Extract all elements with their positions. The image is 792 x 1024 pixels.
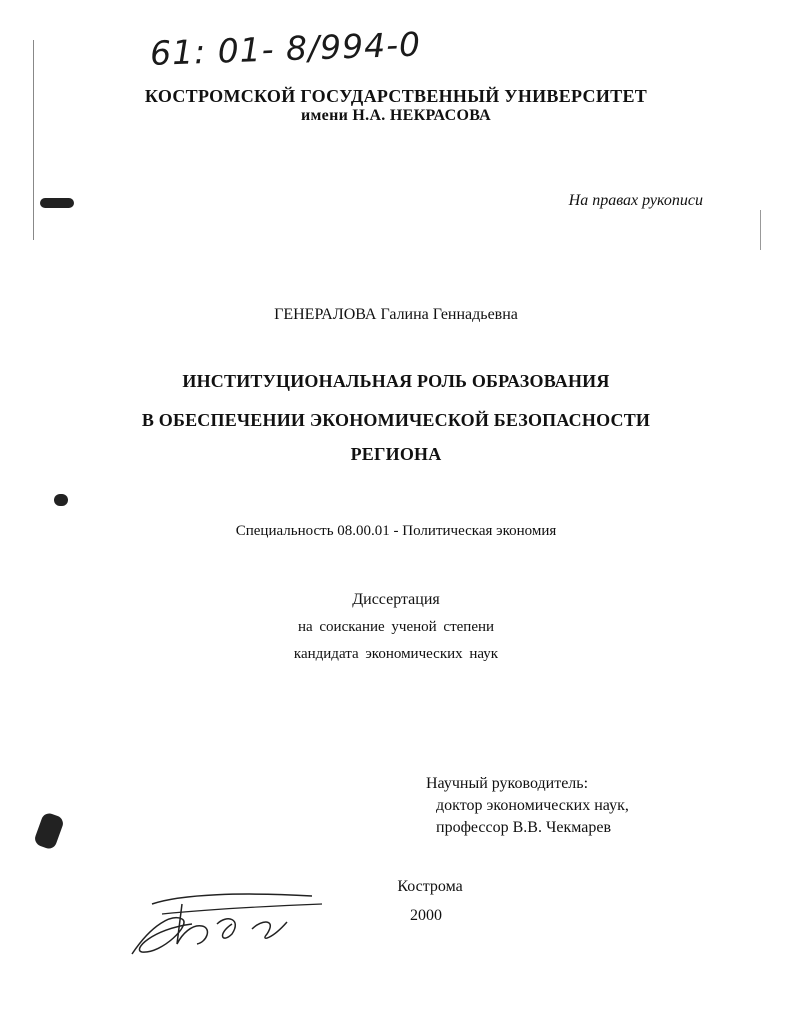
supervisor-degree: доктор экономических наук,	[436, 797, 629, 814]
dissertation-degree-line-2: кандидата экономических наук	[293, 646, 499, 662]
year: 2000	[410, 907, 442, 924]
thesis-title-line-2: В ОБЕСПЕЧЕНИИ ЭКОНОМИЧЕСКОЙ БЕЗОПАСНОСТИ	[141, 410, 651, 430]
university-named-after: имени Н.А. НЕКРАСОВА	[300, 107, 492, 124]
specialty: Специальность 08.00.01 - Политическая экономия	[235, 523, 557, 539]
university-name: КОСТРОМСКОЙ ГОСУДАРСТВЕННЫЙ УНИВЕРСИТЕТ	[144, 86, 648, 106]
city: Кострома	[397, 878, 463, 895]
signature	[122, 884, 342, 964]
supervisor-label: Научный руководитель:	[426, 775, 589, 792]
thesis-title-line-1: ИНСТИТУЦИОНАЛЬНАЯ РОЛЬ ОБРАЗОВАНИЯ	[182, 371, 610, 391]
archive-code-handwritten	[149, 10, 491, 84]
supervisor-name: профессор В.В. Чекмарев	[436, 819, 612, 836]
author-name: ГЕНЕРАЛОВА Галина Геннадьевна	[274, 306, 518, 323]
archive-code-text: 61: 01- 8/994-0	[149, 23, 422, 73]
dissertation-degree-line-1: на соискание ученой степени	[297, 619, 495, 635]
scan-mark-lower	[33, 811, 65, 850]
rights-note: На правах рукописи	[568, 192, 703, 209]
thesis-title-line-3: РЕГИОНА	[350, 444, 442, 464]
scan-edge-line-right	[760, 210, 761, 250]
scan-mark-middle	[54, 494, 68, 506]
scan-edge-line-left	[33, 40, 34, 240]
scan-mark-top	[40, 198, 74, 208]
supervisor-block	[426, 773, 726, 839]
dissertation-label: Диссертация	[352, 591, 440, 608]
